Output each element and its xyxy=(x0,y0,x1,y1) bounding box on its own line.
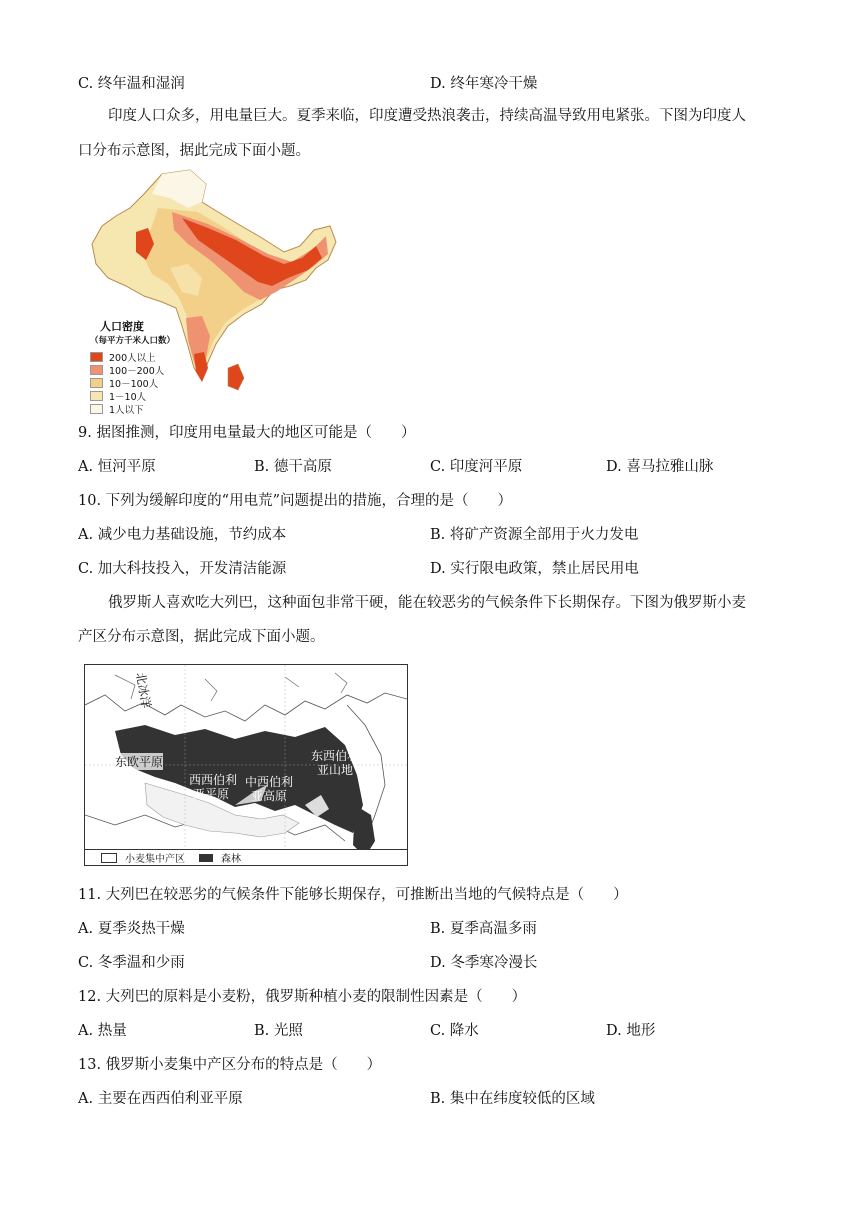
q13-stem: 13. 俄罗斯小麦集中产区分布的特点是（ ） xyxy=(78,1057,382,1073)
india-intro-line1: 印度人口众多，用电量巨大。夏季来临，印度遭受热浪袭击，持续高温导致用电紧张。下图为印度人 xyxy=(108,108,746,124)
legend-swatch xyxy=(90,365,103,375)
q12-option-d: D. 地形 xyxy=(606,1023,656,1039)
legend-title: 人口密度 xyxy=(100,320,144,333)
label-central-siberian-plateau xyxy=(245,775,293,803)
label-east-siberia-line2: 亚山地 xyxy=(317,763,354,777)
label-central-siberia-line2: 亚高原 xyxy=(251,789,288,803)
label-west-siberia-line2: 亚平原 xyxy=(193,787,230,801)
legend-label: 100－200人 xyxy=(109,365,165,377)
legend-items xyxy=(90,350,175,415)
russia-intro-line2: 产区分布示意图，据此完成下面小题。 xyxy=(78,629,325,645)
legend-item xyxy=(90,363,175,376)
legend-subtitle: （每平方千米人口数） xyxy=(90,336,176,346)
legend-swatch xyxy=(90,391,103,401)
q12-option-a: A. 热量 xyxy=(78,1023,127,1039)
legend-item xyxy=(90,402,175,415)
label-west-siberia-line1: 西西伯利 xyxy=(189,773,238,787)
legend-forest-label: 森林 xyxy=(221,854,241,865)
legend-label: 10－100人 xyxy=(109,378,159,390)
q10-stem: 10. 下列为缓解印度的“用电荒”问题提出的措施，合理的是（ ） xyxy=(78,493,512,509)
q9-stem: 9. 据图推测，印度用电量最大的地区可能是（ ） xyxy=(78,425,416,441)
legend-wheat-label: 小麦集中产区 xyxy=(125,854,185,865)
india-intro-line2: 口分布示意图，据此完成下面小题。 xyxy=(78,143,310,159)
q13-option-b: B. 集中在纬度较低的区域 xyxy=(430,1091,595,1107)
russia-map-legend xyxy=(85,849,407,865)
legend-forest-swatch xyxy=(199,854,213,862)
q9-option-c: C. 印度河平原 xyxy=(430,459,523,475)
q10-option-a: A. 减少电力基础设施，节约成本 xyxy=(78,527,287,543)
legend-label: 1－10人 xyxy=(109,391,147,403)
russia-wheat-map xyxy=(84,664,408,866)
q9-option-d: D. 喜马拉雅山脉 xyxy=(606,459,714,475)
label-east-siberia-line1: 东西伯利 xyxy=(311,749,360,763)
russia-intro-line1: 俄罗斯人喜欢吃大列巴，这种面包非常干硬，能在较恶劣的气候条件下长期保存。下图为俄罗斯小麦 xyxy=(108,595,746,611)
q10-option-b: B. 将矿产资源全部用于火力发电 xyxy=(430,527,639,543)
legend-label: 200人以上 xyxy=(109,352,156,364)
label-central-siberia-line1: 中西伯利 xyxy=(245,775,294,789)
india-population-map xyxy=(78,168,340,414)
india-map-legend xyxy=(90,318,175,415)
label-west-siberian-plain xyxy=(189,773,237,801)
q11-option-c: C. 冬季温和少雨 xyxy=(78,955,185,971)
legend-swatch xyxy=(90,378,103,388)
q10-option-d: D. 实行限电政策，禁止居民用电 xyxy=(430,561,639,577)
legend-swatch xyxy=(90,352,103,362)
q12-option-c: C. 降水 xyxy=(430,1023,479,1039)
legend-label: 1人以下 xyxy=(109,404,144,416)
q11-option-a: A. 夏季炎热干燥 xyxy=(78,921,185,937)
legend-item xyxy=(90,350,175,363)
q8-option-d: D. 终年寒冷干燥 xyxy=(430,76,538,92)
legend-swatch xyxy=(90,404,103,414)
q12-stem: 12. 大列巴的原料是小麦粉，俄罗斯种植小麦的限制性因素是（ ） xyxy=(78,989,527,1005)
legend-item xyxy=(90,376,175,389)
q9-option-b: B. 德干高原 xyxy=(254,459,332,475)
label-east-european-plain: 东欧平原 xyxy=(115,755,164,769)
q11-stem: 11. 大列巴在较恶劣的气候条件下能够长期保存，可推断出当地的气候特点是（ ） xyxy=(78,887,628,903)
q13-option-a: A. 主要在西西伯利亚平原 xyxy=(78,1091,243,1107)
label-east-siberian-mountains xyxy=(311,749,359,777)
label-arctic-ocean: 北冰洋 xyxy=(133,671,154,710)
legend-wheat-swatch xyxy=(101,853,117,863)
q10-option-c: C. 加大科技投入，开发清洁能源 xyxy=(78,561,287,577)
q8-option-c: C. 终年温和湿润 xyxy=(78,76,185,92)
q11-option-d: D. 冬季寒冷漫长 xyxy=(430,955,538,971)
q11-option-b: B. 夏季高温多雨 xyxy=(430,921,537,937)
legend-item xyxy=(90,389,175,402)
q12-option-b: B. 光照 xyxy=(254,1023,303,1039)
q9-option-a: A. 恒河平原 xyxy=(78,459,156,475)
